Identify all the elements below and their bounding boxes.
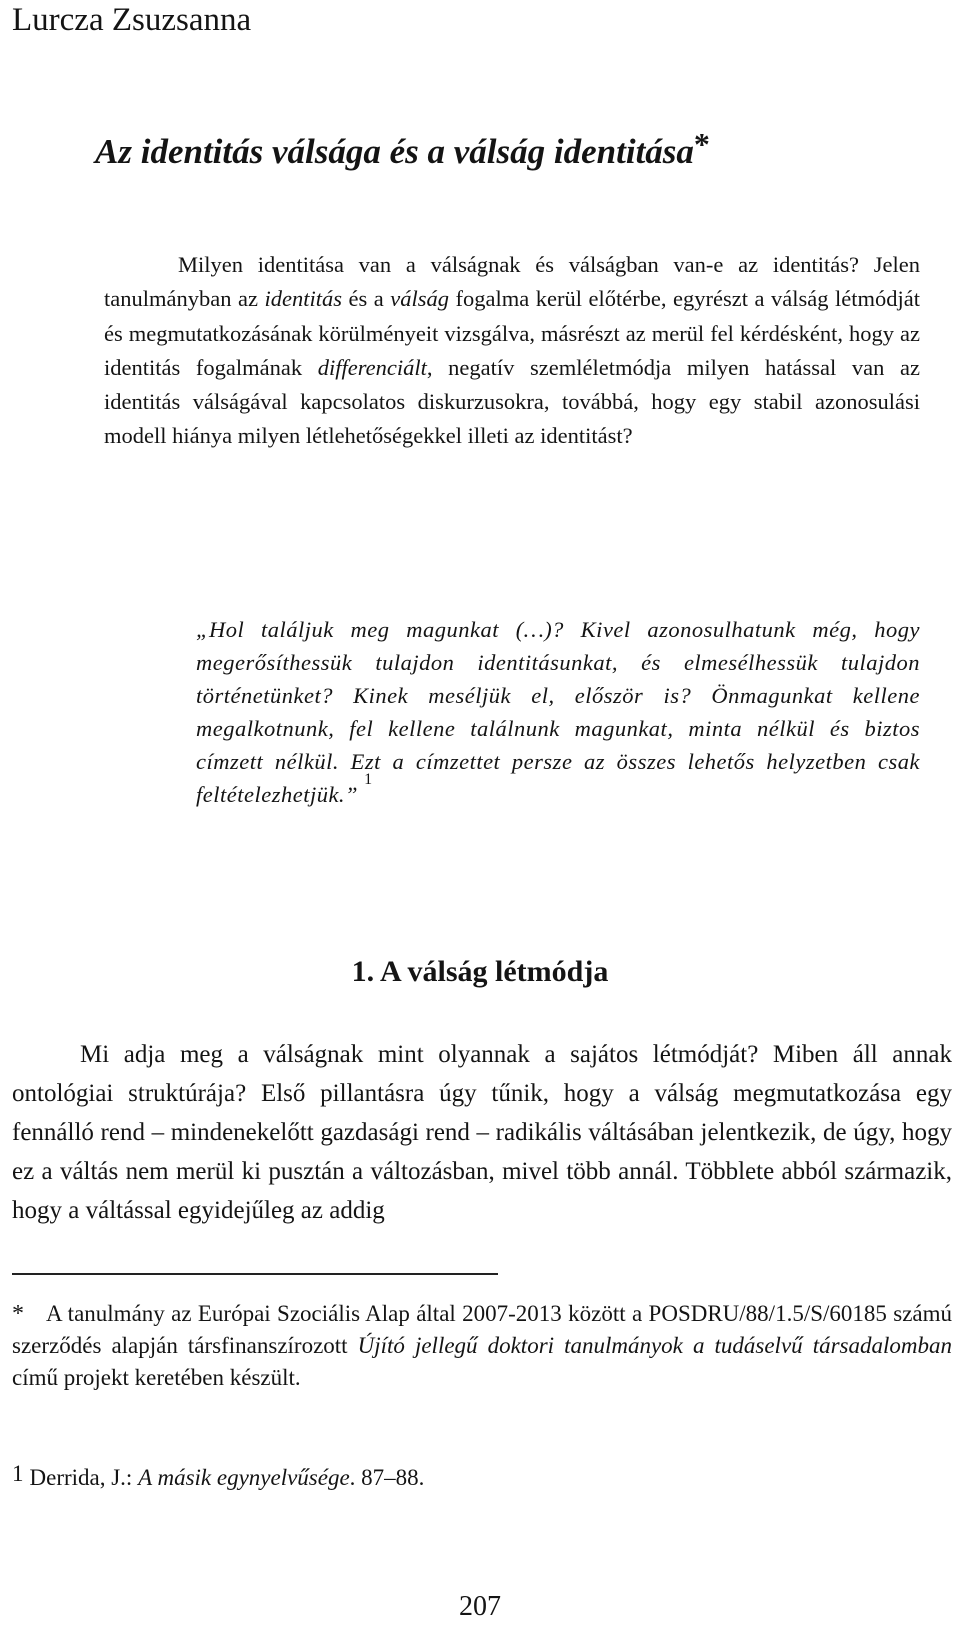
footnote-1-mark: 1 — [12, 1461, 24, 1486]
body-text: Mi adja meg a válságnak mint olyannak a sajátos létmódját? Miben áll annak ontológiai struktúrája? Első pillantásra úgy tűnik, hogy a válság megmutatkozása egy fennálló rend – mindenekelőtt gazdasági rend – radikális váltásában jelentkezik, de úgy, hogy ez a váltás nem merül ki pusztán a változásban, mivel több annál. Többlete abból származik, hogy a váltással egyidejűleg az addig — [12, 1041, 952, 1225]
abstract-text-3: fogalma kerül előtérbe, egyrészt a válság létmódját és megmutatkozásának körülményeit vizsgálva, másrészt az merül fel kérdésként, hogy az identitás fogalmának — [104, 286, 921, 380]
quote-footnote-ref: 1 — [364, 771, 373, 788]
section-heading: 1. A válság létmódja — [351, 955, 609, 988]
abstract-text-1: Milyen identitása van a válságnak és válságban van-e az identitás? Jelen tanulmányban az — [104, 252, 920, 312]
abstract-italic-valsag: válság — [390, 286, 449, 312]
epigraph-quote — [196, 613, 920, 814]
author-name: Lurcza Zsuzsanna — [12, 2, 252, 38]
page-number: 207 — [459, 1591, 501, 1622]
title-text: Az identitás válsága és a válság identitása — [95, 132, 694, 171]
abstract-italic-differencialt: differenciált — [317, 354, 427, 380]
abstract-text-4: , negatív szemléletmódja milyen hatással van az identitás válságával kapcsolatos diskurzusokra, továbbá, hogy egy stabil azonosulási modell hiánya milyen létlehetőségekkel illeti az identitást? — [104, 354, 920, 449]
footnote-star-mark: * — [12, 1301, 24, 1327]
body-paragraph — [12, 1035, 952, 1230]
footnote-star-text-2: című projekt keretében készült. — [12, 1365, 301, 1390]
article-title — [95, 128, 710, 176]
title-footnote-mark: * — [693, 126, 710, 162]
footnote-star-text-1: A tanulmány az Európai Szociális Alap által 2007-2013 között a POSDRU/88/1.5/S/60185 számú szerződés alapján társfinanszírozott — [12, 1301, 952, 1358]
abstract-text-2: és a — [341, 286, 391, 312]
footnote-1 — [12, 1462, 424, 1494]
footnote-separator — [12, 1273, 498, 1275]
footnote-star — [12, 1298, 952, 1394]
abstract-italic-identitas: identitás — [264, 286, 342, 312]
footnote-1-text-1: Derrida, J.: — [29, 1465, 139, 1490]
abstract-paragraph — [104, 248, 920, 454]
footnote-star-italic: Újító jellegű doktori tanulmányok a tudáselvű társadalomban — [357, 1333, 952, 1358]
footnote-1-text-2: . 87–88. — [349, 1465, 425, 1490]
footnote-1-italic: A másik egynyelvűsége — [138, 1465, 350, 1490]
quote-text: „Hol találjuk meg magunkat (…)? Kivel azonosulhatunk még, hogy megerősíthessük tulajdon identitásunkat, és elmesélhessük tulajdon történetünket? Kinek meséljük el, először is? Önmagunkat kellene megalkotnunk, fel kellene találnunk magunkat, minta nélkül és biztos címzett nélkül. Ezt a címzettet persze az összes lehetős helyzetben csak feltételezhetjük.” — [196, 617, 920, 807]
